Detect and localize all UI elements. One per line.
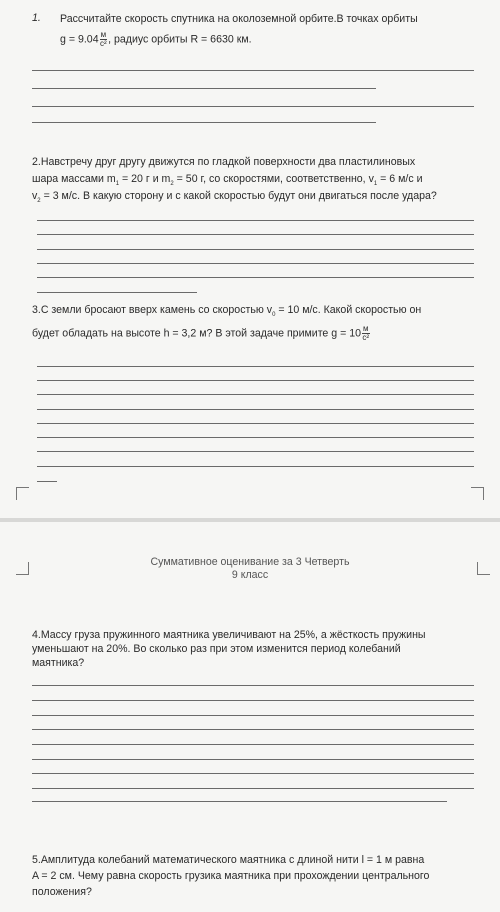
answer-line[interactable]	[32, 122, 376, 123]
answer-line[interactable]	[32, 773, 474, 774]
q5-line-2: A = 2 см. Чему равна скорость грузика маятника при прохождении центрального	[32, 870, 430, 882]
answer-line[interactable]	[32, 715, 474, 716]
answer-line[interactable]	[37, 394, 474, 395]
q4-line-3: маятника?	[32, 657, 85, 669]
answer-line[interactable]	[32, 88, 376, 89]
answer-line[interactable]	[37, 366, 474, 367]
grade-label: 9 класс	[231, 569, 269, 581]
q2-line-1: 2.Навстречу друг другу движутся по гладкой поверхности два пластилиновых	[32, 156, 416, 168]
q2-line-3	[32, 188, 437, 209]
assessment-title: Суммативное оценивание за 3 Четверть	[150, 556, 350, 568]
q3-unit-fraction	[362, 325, 370, 342]
q4-line-1: 4.Массу груза пружинного маятника увеличивают на 25%, а жёсткость пружины	[32, 629, 426, 641]
q1-unit-numerator: м	[100, 30, 107, 39]
q2-mass-label: шара массами m	[32, 173, 116, 185]
answer-line[interactable]	[37, 466, 474, 467]
q2-mass-1: = 20 г и m	[119, 173, 171, 185]
q5-line-1: 5.Амплитуда колебаний математического маятника с длиной нити l = 1 м равна	[32, 854, 425, 866]
answer-line[interactable]	[37, 220, 474, 221]
answer-line[interactable]	[37, 277, 474, 278]
q2-speed-1: = 6 м/с и	[377, 173, 423, 185]
q3-line-2	[32, 325, 371, 342]
q2-question: = 3 м/с. В какую сторону и с какой скоростью будут они двигаться после удара?	[40, 190, 437, 202]
answer-line[interactable]	[32, 700, 474, 701]
q1-unit-denominator: с²	[100, 39, 107, 48]
q3-line-1	[32, 302, 421, 323]
answer-line[interactable]	[32, 788, 474, 789]
q1-formula	[60, 31, 252, 48]
q3-unit-numerator: м	[363, 324, 369, 333]
q2-v-label: v	[32, 190, 38, 202]
answer-line[interactable]	[37, 451, 474, 452]
answer-line[interactable]	[37, 292, 197, 293]
subscript: 1	[373, 181, 378, 188]
q2-mass-2: = 50 г, со скоростями, соответственно, v	[173, 173, 374, 185]
answer-line[interactable]	[32, 685, 474, 686]
q5-line-3: положения?	[32, 886, 92, 898]
subscript: 1	[115, 181, 120, 188]
answer-line[interactable]	[32, 106, 474, 107]
q3-speed-text: 3.С земли бросают вверх камень со скоростью v	[32, 304, 273, 316]
answer-line[interactable]	[32, 70, 474, 71]
answer-line[interactable]	[37, 423, 474, 424]
subscript: 0	[272, 312, 276, 319]
answer-line[interactable]	[32, 759, 474, 760]
q1-radius: , радиус орбиты R = 6630 км.	[108, 33, 252, 46]
answer-line[interactable]	[32, 801, 447, 802]
corner-mark	[471, 487, 484, 500]
subscript: 2	[37, 198, 41, 205]
answer-line[interactable]	[37, 234, 474, 235]
q1-g-value: g = 9.04	[60, 33, 99, 46]
q1-number: 1.	[32, 12, 41, 24]
answer-line[interactable]	[32, 744, 474, 745]
q3-height-text: будет обладать на высоте h = 3,2 м? В этой задаче примите g = 10	[32, 327, 362, 340]
q4-line-2: уменьшают на 20%. Во сколько раз при этом изменится период колебаний	[32, 643, 401, 655]
answer-line[interactable]	[37, 263, 474, 264]
answer-line[interactable]	[37, 249, 474, 250]
q1-unit-fraction	[100, 31, 108, 48]
subscript: 2	[170, 181, 174, 188]
answer-line[interactable]	[37, 380, 474, 381]
q1-text: Рассчитайте скорость спутника на околоземной орбите.В точках орбиты	[60, 13, 418, 25]
corner-mark	[16, 487, 29, 500]
answer-line[interactable]	[32, 729, 474, 730]
answer-line[interactable]	[37, 481, 57, 482]
q3-speed-value: = 10 м/с. Какой скоростью он	[275, 304, 422, 316]
answer-line[interactable]	[37, 409, 474, 410]
q3-unit-denominator: с²	[362, 333, 370, 342]
answer-line[interactable]	[37, 437, 474, 438]
